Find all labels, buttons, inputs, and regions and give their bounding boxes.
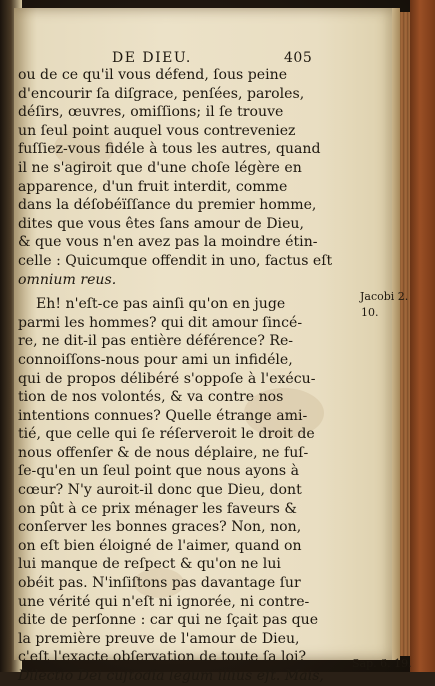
text-line: connoiſſons-nous pour ami un infidéle,	[18, 351, 293, 368]
text-line: dans la déſobéïſſance du premier homme,	[18, 197, 317, 214]
text-line: nous offenſer & de nous déplaire, ne fuſ-	[18, 444, 309, 461]
margin-note-jacobi: Jacobi 2.	[360, 290, 409, 303]
margin-note-jacobi-verse: 10.	[361, 306, 379, 319]
text-line: apparence, d'un fruit interdit, comme	[18, 178, 288, 195]
text-line: obéit pas. N'inſiſtons pas davantage ſur	[18, 575, 301, 592]
text-line: une vérité qui n'eſt ni ignorée, ni contre-	[18, 593, 310, 610]
running-title: DE DIEU.	[112, 50, 192, 66]
text-line: d'encourir ſa diſgrace, penſées, paroles,	[18, 85, 305, 102]
text-line: c'eſt l'exacte obſervation de toute ſa loi?	[18, 649, 307, 666]
text-line: celle : Quicumque offendit in uno, factus eſt	[18, 252, 333, 269]
text-line: dite de perſonne : car qui ne ſçait pas que	[18, 612, 319, 629]
text-line-latin: Dilectio Dei cuſtodia legum illius eſt. Mais,	[18, 668, 324, 684]
text-line: la première preuve de l'amour de Dieu,	[18, 630, 300, 647]
text-line: tion de nos volontés, & va contre nos	[18, 389, 284, 406]
text-line: un ſeul point auquel vous contreveniez	[18, 122, 296, 139]
text-line: qui de propos délibéré s'oppoſe à l'exécu-	[18, 370, 316, 387]
book-cover	[410, 0, 435, 672]
text-line-latin: omnium reus.	[18, 271, 117, 288]
text-line: on eſt bien éloigné de l'aimer, quand on	[18, 537, 302, 554]
text-line: il ne s'agiroit que d'une choſe légère en	[18, 159, 302, 176]
text-line: on pût à ce prix ménager les faveurs &	[18, 500, 297, 517]
text-line: déſirs, œuvres, omiſſions; il ſe trouve	[18, 104, 284, 121]
text-line: tié, que celle qui ſe réſerveroit le droit de	[18, 426, 315, 443]
text-line: re, ne dit-il pas entière déférence? Re-	[18, 333, 294, 350]
body-text	[18, 66, 398, 686]
text-line: dites que vous êtes ſans amour de Dieu,	[18, 215, 304, 232]
page-stack-edge	[400, 12, 410, 656]
text-line: ou de ce qu'il vous défend, ſous peine	[18, 67, 288, 83]
text-line: parmi les hommes? qui dit amour ſincé-	[18, 314, 303, 331]
text-line: conſerver les bonnes graces? Non, non,	[18, 519, 302, 536]
margin-note-sap: Sap. 6. 19.	[352, 657, 412, 670]
page-number: 405	[284, 50, 313, 66]
paragraph-start-line: Eh! n'eſt-ce pas ainſi qu'on en juge	[36, 296, 286, 313]
text-line: & que vous n'en avez pas la moindre étin-	[18, 234, 318, 251]
text-line: lui manque de reſpect & qu'on ne lui	[18, 556, 281, 573]
text-line: intentions connues? Quelle étrange ami-	[18, 407, 308, 424]
text-line: ſe-qu'en un ſeul point que nous ayons à	[18, 463, 299, 480]
text-line: fuſſiez-vous fidéle à tous les autres, quand	[18, 141, 321, 158]
text-line: cœur? N'y auroit-il donc que Dieu, dont	[18, 482, 302, 499]
